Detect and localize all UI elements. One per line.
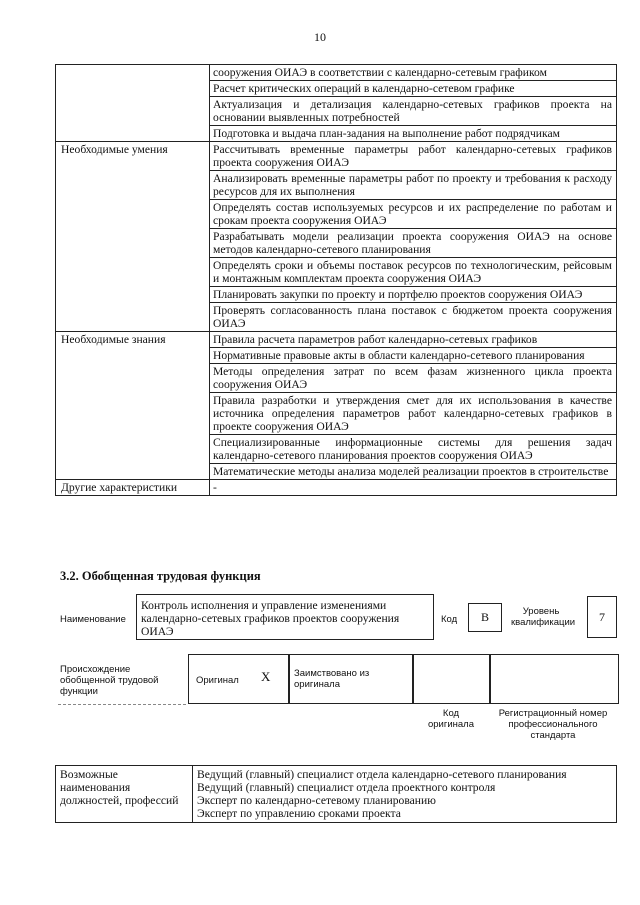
table-cell: Математические методы анализа моделей реализации проектов в строительстве bbox=[210, 464, 617, 480]
table-row bbox=[56, 65, 617, 81]
list-item: Эксперт по календарно-сетевому планированию bbox=[197, 794, 436, 807]
list-item: Эксперт по управлению сроками проекта bbox=[197, 807, 401, 820]
table-cell: Проверять согласованность плана поставок с бюджетом проекта сооружения ОИАЭ bbox=[210, 303, 617, 332]
reg-number-label: Регистрационный номер профессионального стандарта bbox=[498, 708, 608, 741]
table-cell: Планировать закупки по проекту и портфелю проектов сооружения ОИАЭ bbox=[210, 287, 617, 303]
knowledge-label: Необходимые знания bbox=[56, 332, 210, 480]
table-cell: Актуализация и детализация календарно-сетевых графиков проекта на основании выявленных потребностей bbox=[210, 97, 617, 126]
table-cell: Расчет критических операций в календарно-сетевом графике bbox=[210, 81, 617, 97]
skills-knowledge-table bbox=[55, 64, 617, 496]
table-cell: Разрабатывать модели реализации проекта сооружения ОИАЭ на основе методов календарно-сетевого планирования bbox=[210, 229, 617, 258]
other-characteristics-value: - bbox=[210, 480, 617, 496]
table-row bbox=[56, 332, 617, 348]
function-name-box: Контроль исполнения и управление изменениями календарно-сетевых графиков проектов сооружения ОИАЭ bbox=[136, 594, 434, 640]
code-original-cell bbox=[412, 654, 491, 704]
positions-label: Возможные наименования должностей, профессий bbox=[56, 766, 193, 823]
positions-list bbox=[193, 766, 617, 823]
table-row bbox=[56, 142, 617, 171]
positions-table bbox=[55, 765, 617, 823]
table-cell: Нормативные правовые акты в области календарно-сетевого планирования bbox=[210, 348, 617, 364]
borrowed-label: Заимствовано из оригинала bbox=[294, 668, 370, 690]
table-cell: Определять сроки и объемы поставок ресурсов по технологическим, рейсовым и монтажным комплектам проекта сооружения ОИАЭ bbox=[210, 258, 617, 287]
table-cell: Анализировать временные параметры работ по проекту и требования к расходу ресурсов для их выполнения bbox=[210, 171, 617, 200]
table-row bbox=[56, 480, 617, 496]
origin-label: Происхождение обобщенной трудовой функции bbox=[60, 664, 159, 697]
table-cell: Рассчитывать временные параметры работ календарно-сетевых графиков проекта сооружения ОИАЭ bbox=[210, 142, 617, 171]
code-original-label: Код оригинала bbox=[427, 708, 474, 730]
table-cell: Методы определения затрат по всем фазам жизненного цикла проекта сооружения ОИАЭ bbox=[210, 364, 617, 393]
original-label: Оригинал bbox=[196, 675, 239, 686]
list-item: Ведущий (главный) специалист отдела проектного контроля bbox=[197, 781, 496, 794]
empty-label-cell bbox=[56, 65, 210, 142]
table-cell: Определять состав используемых ресурсов и их распределение по работам и срокам проекта сооружения ОИАЭ bbox=[210, 200, 617, 229]
table-cell: Правила разработки и утверждения смет для их использования в качестве источника определения параметров работ календарно-сетевых графиков в проекте сооружения ОИАЭ bbox=[210, 393, 617, 435]
section-title: 3.2. Обобщенная трудовая функция bbox=[60, 569, 261, 583]
other-characteristics-label: Другие характеристики bbox=[56, 480, 210, 496]
list-item: Ведущий (главный) специалист отдела календарно-сетевого планирования bbox=[197, 768, 567, 781]
table-row bbox=[56, 766, 617, 823]
table-cell: Специализированные информационные системы для решения задач календарно-сетевого планирования проектов сооружения ОИАЭ bbox=[210, 435, 617, 464]
code-label: Код bbox=[441, 614, 458, 625]
divider bbox=[58, 704, 186, 705]
table-cell: Подготовка и выдача план-задания на выполнение работ подрядчикам bbox=[210, 126, 617, 142]
name-label: Наименование bbox=[60, 614, 126, 625]
table-cell: сооружения ОИАЭ в соответствии с календарно-сетевым графиком bbox=[210, 65, 617, 81]
page-number: 10 bbox=[314, 30, 326, 44]
reg-number-cell bbox=[489, 654, 619, 704]
original-mark: X bbox=[261, 669, 271, 684]
qualification-level-box: 7 bbox=[587, 596, 617, 638]
skills-label: Необходимые умения bbox=[56, 142, 210, 332]
table-cell: Правила расчета параметров работ календарно-сетевых графиков bbox=[210, 332, 617, 348]
code-value-box: B bbox=[468, 603, 502, 632]
qualification-level-label: Уровень квалификации bbox=[511, 606, 576, 628]
